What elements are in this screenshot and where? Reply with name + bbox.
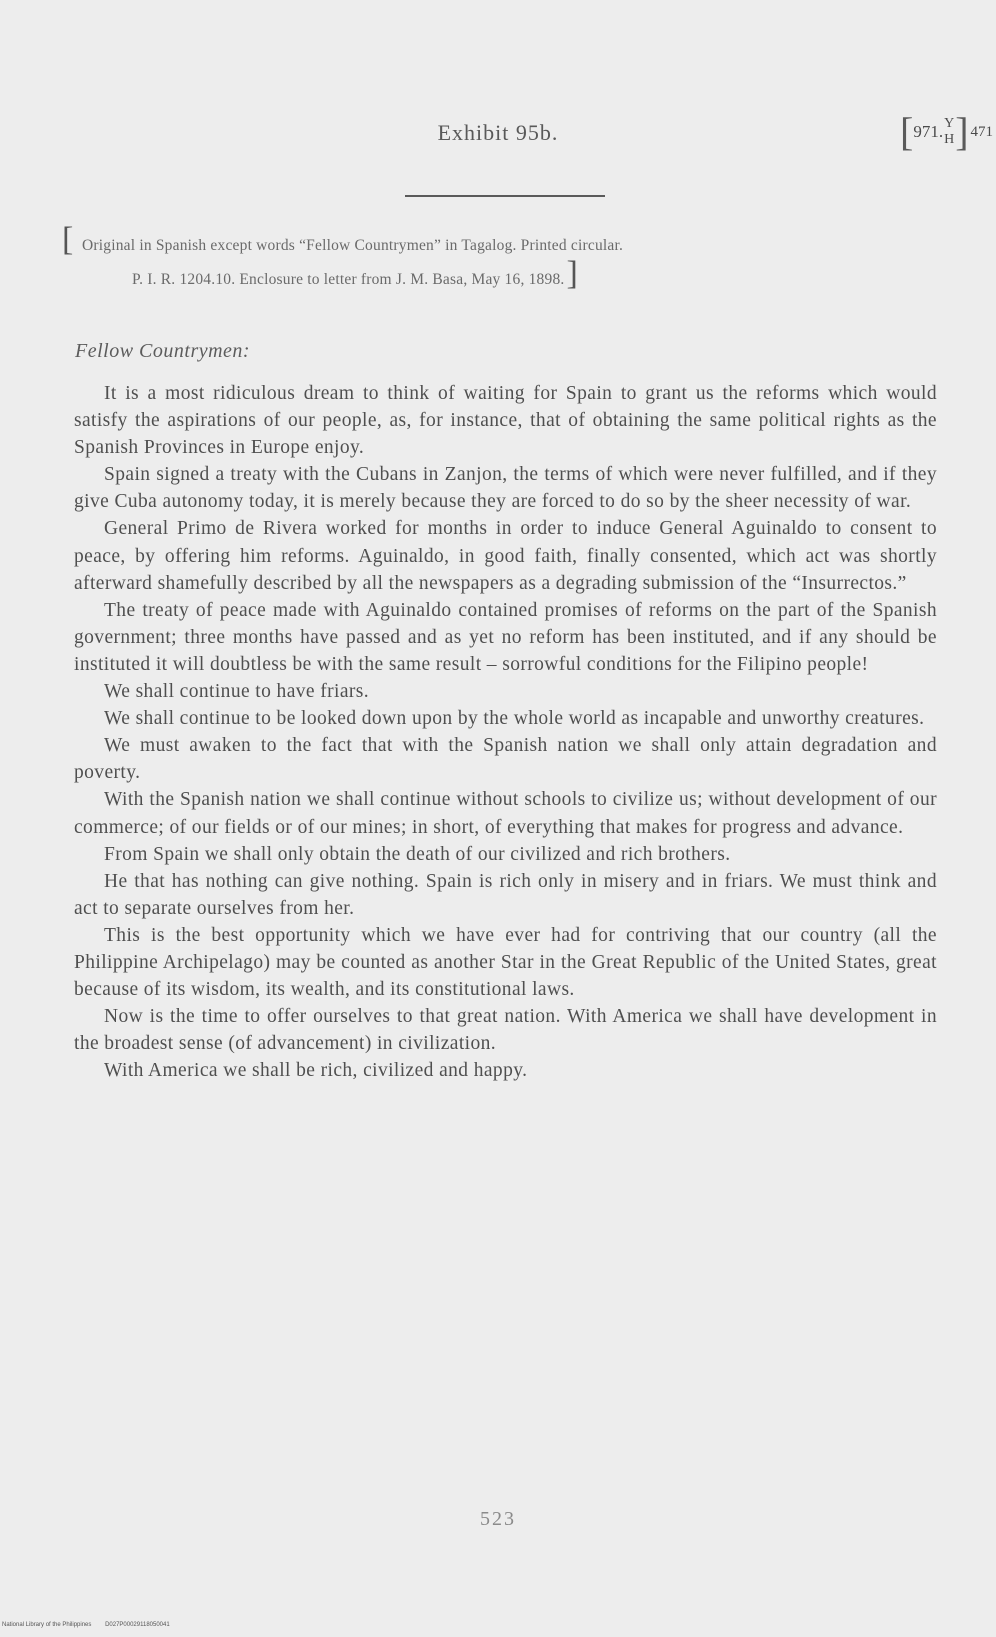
paragraph: General Primo de Rivera worked for months in order to induce General Aguinaldo to consent to peace, by offering him reforms. Aguinaldo, in good faith, finally consented, which act was shortly afterward shamefully described by all the newspapers as a degrading submission of the “Insurrectos.” — [74, 518, 937, 594]
paragraph: We shall continue to be looked down upon by the whole world as incapable and unworthy creatures. — [104, 708, 925, 730]
note-close-bracket: ] — [566, 255, 579, 292]
source-note — [62, 221, 948, 294]
note-open-bracket: [ — [62, 221, 74, 258]
file-ref-fraction — [944, 116, 954, 148]
paragraph: With the Spanish nation we shall continue without schools to civilize us; without development of our commerce; of our fields or of our mines; in short, of everything that makes for progress and advance. — [74, 789, 937, 838]
note-line-1: Original in Spanish except words “Fellow Countrymen” in Tagalog. Printed circular. — [82, 237, 624, 254]
paragraph: He that has nothing can give nothing. Spain is rich only in misery and in friars. We must think and act to separate ourselves from her. — [74, 870, 937, 919]
footer-image-id: D027P00029118050041 — [105, 1622, 170, 1628]
paragraph: We must awaken to the fact that with the Spanish nation we shall only attain degradation and poverty. — [74, 735, 937, 784]
file-ref-y: Y — [944, 116, 955, 131]
paragraph: From Spain we shall only obtain the death of our civilized and rich brothers. — [104, 843, 731, 865]
title-rule — [405, 195, 605, 197]
footer-source: National Library of the Philippines — [2, 1622, 92, 1628]
file-ref-h: H — [944, 132, 955, 147]
right-bracket: ] — [955, 109, 969, 154]
scan-footer — [2, 1622, 182, 1628]
paragraph: The treaty of peace made with Aguinaldo contained promises of reforms on the part of the Spanish government; three months have passed and as yet no reform has been instituted, and if any should be instituted it will doubtless be with the same result – sorrowful conditions for the Filipino people! — [74, 599, 937, 675]
left-bracket: [ — [900, 109, 914, 154]
note-line-2-text: P. I. R. 1204.10. Enclosure to letter from J. M. Basa, May 16, 1898. — [132, 271, 565, 288]
file-ref-number: 471 — [970, 123, 994, 140]
paragraph: We shall continue to have friars. — [104, 681, 370, 703]
file-ref-prefix: 971. — [913, 122, 944, 141]
paragraph: With America we shall be rich, civilized and happy. — [104, 1060, 528, 1082]
paragraph: Spain signed a treaty with the Cubans in Zanjon, the terms of which were never fulfilled, and if they give Cuba autonomy today, it is merely because they are forced to do so by the sheer necessity of war. — [74, 464, 937, 513]
letter-salutation: Fellow Countrymen: — [75, 340, 251, 362]
paragraph: It is a most ridiculous dream to think of waiting for Spain to grant us the reforms which would satisfy the aspirations of our people, as, for instance, that of obtaining the same political rights as the Spanish Provinces in Europe enjoy. — [74, 383, 937, 459]
letter-body — [74, 380, 937, 1084]
exhibit-title: Exhibit 95b. — [437, 120, 559, 145]
paragraph: Now is the time to offer ourselves to that great nation. With America we shall have development in the broadest sense (of advancement) in civilization. — [74, 1006, 937, 1055]
paragraph: This is the best opportunity which we have ever had for contriving that our country (all the Philippine Archipelago) may be counted as another Star in the Great Republic of the United States, great because of its wisdom, its wealth, and its constitutional laws. — [74, 924, 937, 1001]
page-number: 523 — [480, 1508, 516, 1530]
file-reference — [900, 109, 994, 154]
note-line-2 — [68, 255, 948, 294]
